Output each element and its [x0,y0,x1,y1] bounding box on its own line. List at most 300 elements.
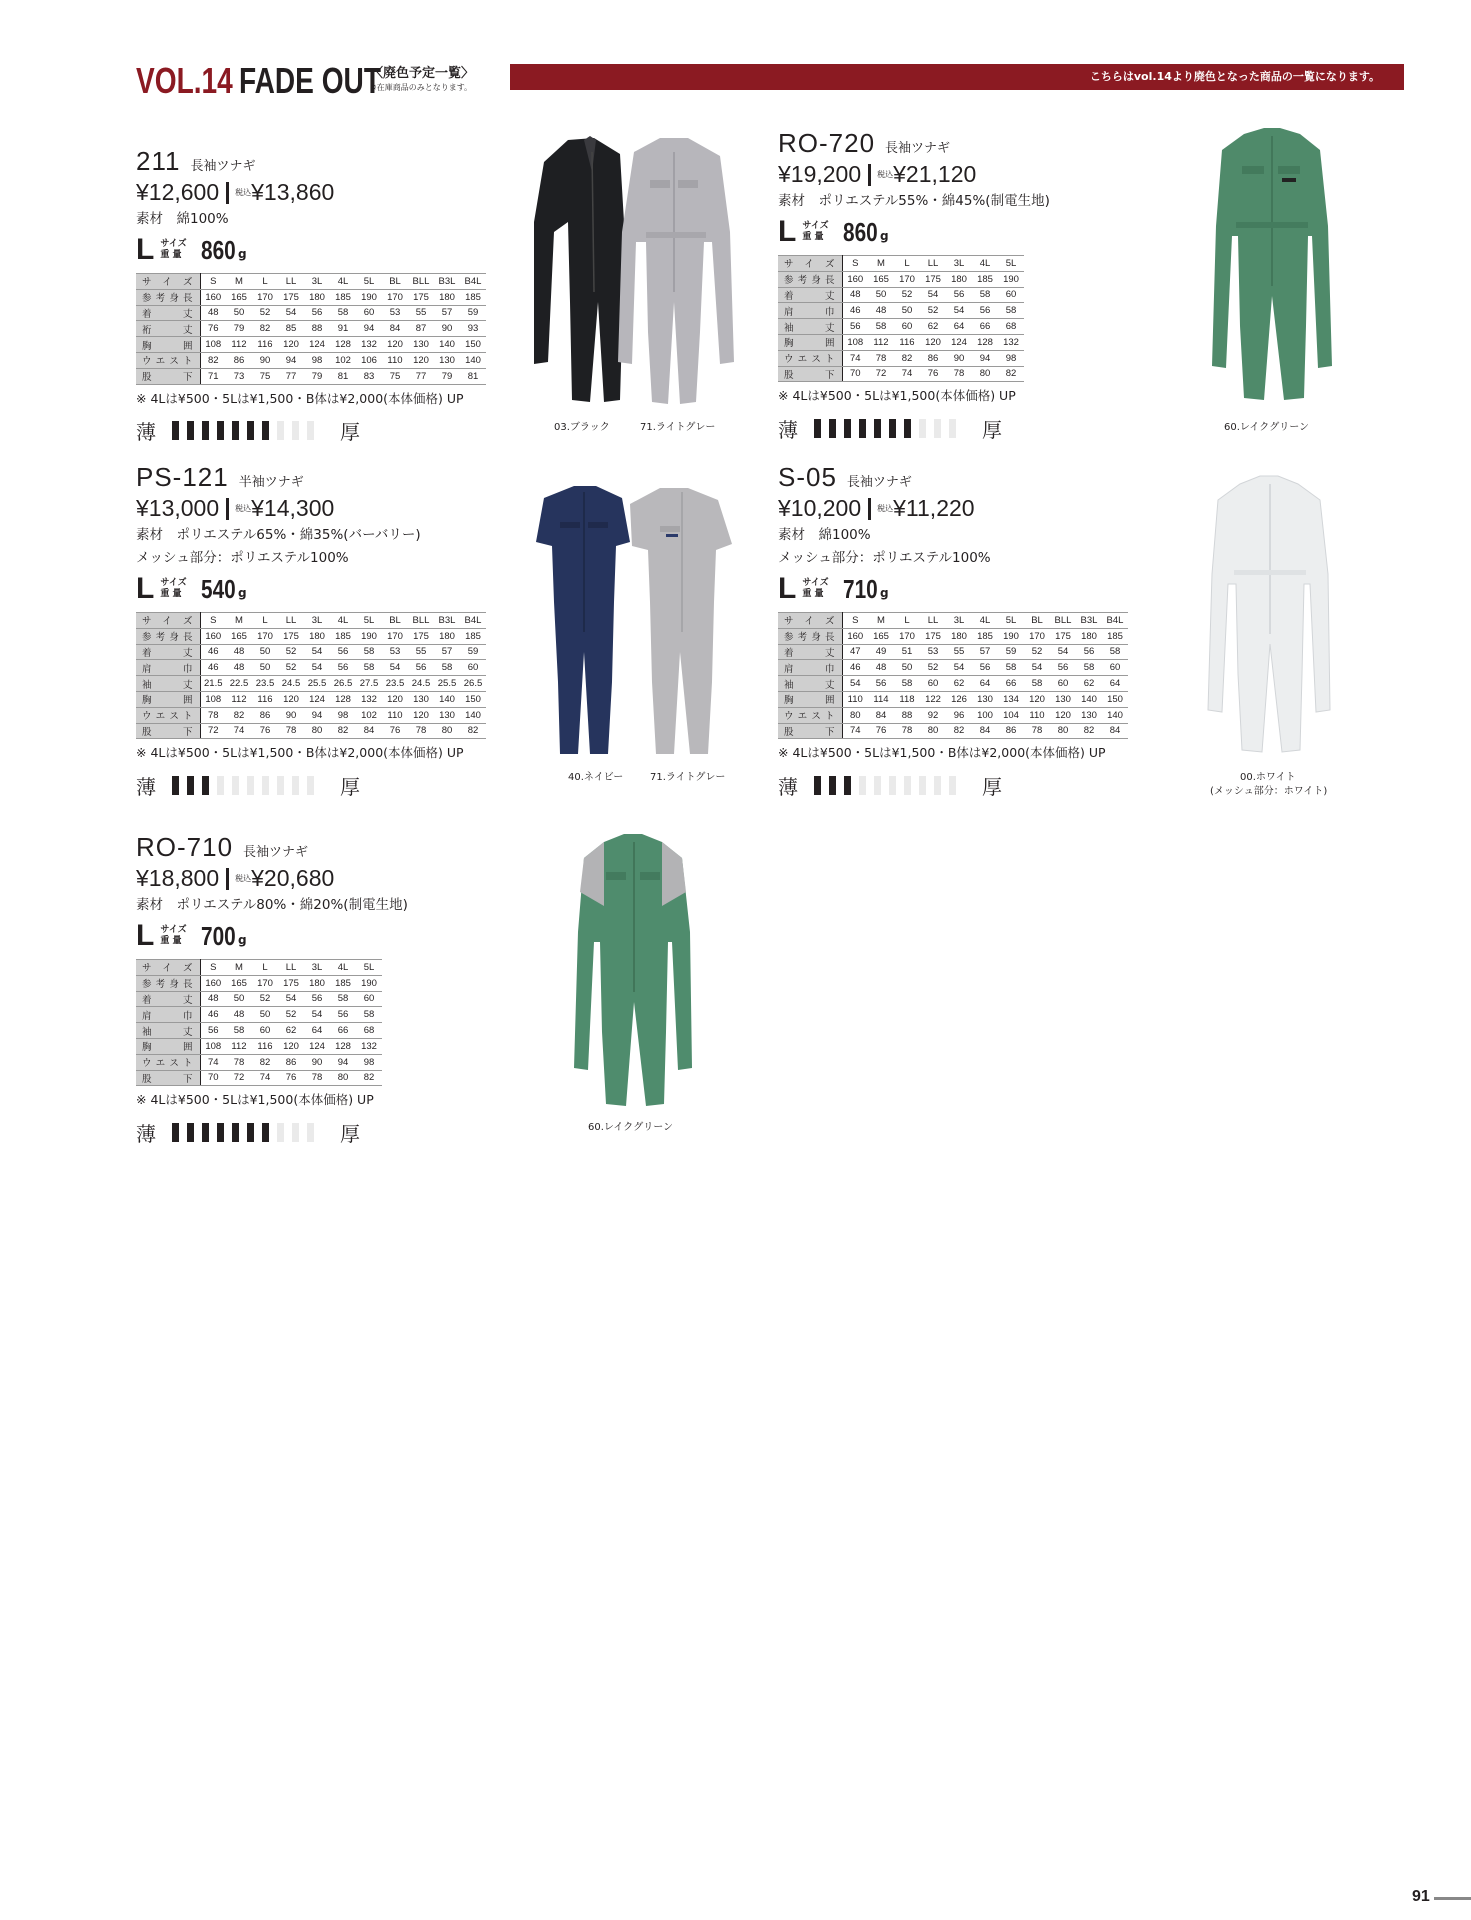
thickness-segment [889,776,896,795]
weight-label: 重 量 [802,232,824,242]
size-chart-cell: 60 [1102,660,1128,676]
stock-note: ※在庫商品のみとなります。 [370,83,473,92]
size-chart-cell: 23.5 [382,676,408,692]
surcharge-note: ※ 4Lは¥500・5Lは¥1,500・B体は¥2,000(本体価格) UP [136,745,464,761]
size-chart-cell: 53 [382,644,408,660]
product-heading [778,128,1050,159]
lakegreen-gray-coverall-icon [574,834,692,1106]
size-chart-cell: LL [278,960,304,976]
size-chart-cell: 48 [226,644,252,660]
thickness-segment [292,1123,299,1142]
thickness-segment [919,776,926,795]
size-chart-cell: 81 [330,368,356,384]
material-text: 素材 ポリエステル65%・綿35%(バーバリー) [136,527,421,543]
size-chart-cell: 76 [382,723,408,739]
size-chart-cell: 64 [1102,676,1128,692]
price-row [778,495,1128,522]
size-chart-cell: 56 [972,303,998,319]
lightgray-coverall-icon [618,138,734,404]
size-chart-cell: 132 [356,1038,382,1054]
size-chart-table [778,255,1024,382]
size-chart-cell: 126 [946,691,972,707]
product-heading [778,462,1128,493]
size-chart-row-label: 着丈 [136,644,200,660]
size-chart-cell: 3L [304,274,330,290]
product-ro-710 [136,832,408,1144]
size-chart-cell: 4L [330,960,356,976]
weight-value: 860 [842,216,878,247]
size-chart-cell: 185 [1102,628,1128,644]
size-chart-row [136,960,382,976]
size-chart-cell: BLL [408,274,434,290]
size-chart-cell: 4L [330,613,356,629]
size-chart-cell: 70 [200,1070,226,1086]
size-chart-cell: 52 [1024,644,1050,660]
size-chart-cell: 185 [330,975,356,991]
size-chart-cell: 185 [330,289,356,305]
thickness-bars [814,419,964,438]
weight-unit: g [238,247,247,261]
size-chart-cell: 90 [278,707,304,723]
size-chart-cell: 185 [972,271,998,287]
size-chart-cell: 60 [356,991,382,1007]
size-chart-cell: 120 [920,334,946,350]
size-chart-cell: 93 [460,321,486,337]
size-chart-cell: 110 [842,691,868,707]
size-chart-cell: 26.5 [330,676,356,692]
size-chart-row-label: 袖丈 [778,676,842,692]
size-chart-cell: B3L [434,274,460,290]
thickness-segment [217,1123,224,1142]
size-chart-row [136,613,486,629]
coverall-photo-ro-720 [1208,126,1334,402]
coverall-photo-s-05 [1206,474,1332,756]
lightgray-coverall-icon [630,488,732,754]
size-chart-cell: 88 [894,707,920,723]
size-chart-cell: 21.5 [200,676,226,692]
size-chart-cell: 53 [920,644,946,660]
size-chart-row-label: サイズ [136,274,200,290]
size-chart-cell: 185 [460,628,486,644]
size-chart-cell: 180 [434,289,460,305]
thickness-bars [172,1123,322,1142]
size-chart-cell: BL [1024,613,1050,629]
size-chart-row [136,660,486,676]
size-chart-cell: 170 [252,975,278,991]
size-chart-table [136,959,382,1086]
size-chart-cell: 72 [226,1070,252,1086]
size-chart-cell: 116 [252,337,278,353]
size-chart-cell: 56 [868,676,894,692]
size-chart-row-label: 着丈 [778,287,842,303]
size-chart-cell: 24.5 [278,676,304,692]
size-chart-cell: 175 [278,628,304,644]
size-chart-cell: 5L [356,613,382,629]
size-chart-row [136,975,382,991]
size-chart-cell: BLL [1050,613,1076,629]
size-chart-row-label: サイズ [136,613,200,629]
mesh-material-text: メッシュ部分：ポリエステル100% [136,550,349,566]
product-heading [136,146,486,177]
size-chart-cell: B3L [1076,613,1102,629]
size-chart-cell: 170 [382,289,408,305]
thickness-segment [262,421,269,440]
price-tax-included: ¥11,220 [893,495,975,521]
size-chart-cell: 94 [304,707,330,723]
weight-unit: g [880,229,889,243]
thickness-segment [904,776,911,795]
color-caption-lightgray: 71.ライトグレー [640,422,716,433]
size-chart-cell: 86 [278,1054,304,1070]
size-chart-row-label: 袖丈 [778,319,842,335]
size-chart-cell: 54 [278,991,304,1007]
size-chart-row [778,628,1128,644]
size-chart-cell: 108 [842,334,868,350]
size-chart-row-label: サイズ [778,613,842,629]
size-chart-cell: 54 [1050,644,1076,660]
navy-coverall-icon [536,486,630,754]
product-ps-121 [136,462,486,797]
thickness-segment [889,419,896,438]
size-chart-cell: 84 [972,723,998,739]
size-chart-row [778,613,1128,629]
thickness-segment [904,419,911,438]
size-chart-cell: 124 [304,337,330,353]
size-chart-row-label: サイズ [778,256,842,272]
price-row [778,161,1050,188]
size-chart-cell: 80 [434,723,460,739]
product-heading [136,462,486,493]
size-chart-row [136,1023,382,1039]
size-chart-row-label: 肩巾 [136,1007,200,1023]
size-chart-cell: 47 [842,644,868,660]
size-chart-cell: 59 [998,644,1024,660]
size-chart-cell: 165 [226,975,252,991]
size-chart-cell: 120 [278,337,304,353]
size-chart-cell: 180 [946,628,972,644]
thickness-segment [247,1123,254,1142]
thin-label: 薄 [136,774,156,799]
thickness-segment [934,419,941,438]
size-chart-cell: 130 [408,337,434,353]
size-chart-cell: 86 [252,707,278,723]
size-chart-cell: L [894,256,920,272]
size-chart-cell: 48 [200,305,226,321]
size-chart-cell: 59 [460,644,486,660]
size-chart-cell: 150 [460,691,486,707]
size-chart-row-label: 股下 [136,723,200,739]
size-chart-cell: 68 [998,319,1024,335]
size-chart-cell: 132 [998,334,1024,350]
size-chart-cell: 180 [434,628,460,644]
size-chart-cell: 100 [972,707,998,723]
thickness-segment [187,776,194,795]
size-chart-cell: 75 [252,368,278,384]
product-type: 半袖ツナギ [238,475,304,490]
size-chart-cell: 80 [972,366,998,382]
size-chart-cell: 76 [278,1070,304,1086]
size-chart-row-label: 着丈 [778,644,842,660]
size-chart-row-label: サイズ [136,960,200,976]
weight-row [136,921,408,951]
price-divider [868,498,871,520]
thickness-segment [172,776,179,795]
thin-label: 薄 [136,1121,156,1146]
price-tax-included: ¥21,120 [893,161,977,187]
size-chart-cell: 60 [920,676,946,692]
size-chart-row [778,707,1128,723]
thickness-segment [934,776,941,795]
size-chart-cell: 82 [226,707,252,723]
size-chart-cell: 5L [998,613,1024,629]
size-chart-cell: 80 [842,707,868,723]
size-chart-cell: 102 [330,352,356,368]
size-chart-cell: 82 [330,723,356,739]
size-chart-cell: 56 [408,660,434,676]
size-chart-cell: 4L [330,274,356,290]
size-chart-cell: 58 [1024,676,1050,692]
size-chart-cell: 52 [278,660,304,676]
size-chart-cell: 46 [842,660,868,676]
size-chart-cell: 50 [894,660,920,676]
thickness-segment [949,776,956,795]
size-chart-cell: 71 [200,368,226,384]
size-chart-cell: 78 [894,723,920,739]
size-chart-cell: 116 [894,334,920,350]
size-chart-cell: 98 [304,352,330,368]
size-chart-cell: 108 [200,337,226,353]
size-chart-cell: 46 [200,660,226,676]
size-chart-cell: 170 [382,628,408,644]
size-chart-cell: 52 [278,1007,304,1023]
size-chart-cell: 90 [434,321,460,337]
size-chart-row-label: 胸囲 [778,334,842,350]
size-chart-cell: 160 [200,289,226,305]
thickness-segment [292,421,299,440]
size-chart-row [778,334,1024,350]
size-chart-cell: 56 [330,1007,356,1023]
size-chart-cell: 175 [408,289,434,305]
size-chart-cell: 94 [356,321,382,337]
size-chart-cell: 165 [868,628,894,644]
size-chart-cell: 160 [842,271,868,287]
product-code: 211 [136,146,181,176]
size-chart-row-label: 股下 [136,368,200,384]
weight-row [778,574,1128,604]
weight-label: 重 量 [160,589,182,599]
size-chart-cell: 56 [972,660,998,676]
price-row [136,495,486,522]
thickness-segment [829,419,836,438]
size-chart-cell: 58 [330,991,356,1007]
size-chart-row-label: 参考身長 [778,628,842,644]
size-chart-cell: B3L [434,613,460,629]
size-chart-cell: 62 [946,676,972,692]
thickness-segment [202,776,209,795]
size-chart-row-label: 股下 [778,723,842,739]
size-chart-cell: 165 [226,289,252,305]
size-chart-row [136,352,486,368]
thickness-segment [814,776,821,795]
size-chart-cell: 91 [330,321,356,337]
size-chart-cell: 58 [998,303,1024,319]
size-chart-cell: LL [278,274,304,290]
size-chart-row [136,1054,382,1070]
size-chart-cell: 120 [382,337,408,353]
page-header [136,58,1404,101]
weight-value: 540 [200,573,236,604]
size-label: サイズ [160,239,187,249]
size-chart-cell: 81 [460,368,486,384]
size-chart-cell: M [868,613,894,629]
size-chart-cell: 60 [460,660,486,676]
size-chart-cell: 54 [920,287,946,303]
thickness-scale [778,773,1128,797]
size-chart-cell: 175 [408,628,434,644]
size-chart-cell: S [200,960,226,976]
weight-label-block [802,221,828,243]
size-chart-row-label: ウエスト [136,707,200,723]
size-chart-cell: 165 [868,271,894,287]
size-chart-cell: 124 [304,1038,330,1054]
size-chart-cell: 77 [408,368,434,384]
size-chart-cell: 80 [304,723,330,739]
size-chart-cell: 3L [946,613,972,629]
size-chart-cell: 24.5 [408,676,434,692]
thickness-segment [172,1123,179,1142]
product-code: S-05 [778,462,837,492]
thickness-segment [307,776,314,795]
product-type: 長袖ツナギ [190,159,256,174]
thin-label: 薄 [778,774,798,799]
size-chart-cell: 60 [1050,676,1076,692]
size-chart-row [136,723,486,739]
thickness-segment [217,421,224,440]
size-chart-cell: 56 [1076,644,1102,660]
size-chart-cell: 80 [330,1070,356,1086]
thickness-segment [247,421,254,440]
price-tax-included: ¥14,300 [251,495,335,521]
size-chart-row-label: 股下 [136,1070,200,1086]
price-divider [226,498,229,520]
thickness-segment [844,419,851,438]
size-chart-row-label: 袖丈 [136,676,200,692]
size-chart-cell: 120 [278,691,304,707]
size-chart-cell: 190 [356,628,382,644]
size-chart-cell: 62 [1076,676,1102,692]
size-chart-cell: 175 [278,289,304,305]
weight-label-block [160,239,186,261]
size-chart-cell: M [226,960,252,976]
size-chart-row-label: 参考身長 [136,289,200,305]
size-chart-cell: 27.5 [356,676,382,692]
thickness-segment [919,419,926,438]
size-chart-cell: 98 [998,350,1024,366]
size-chart-cell: 120 [1024,691,1050,707]
price-divider [226,868,229,890]
thickness-scale [778,416,1050,440]
size-chart-cell: 4L [972,256,998,272]
size-chart-cell: 78 [946,366,972,382]
size-chart-row [778,303,1024,319]
size-chart-cell: BLL [408,613,434,629]
weight-row [778,217,1050,247]
price-tax-included: ¥13,860 [251,179,335,205]
size-chart-cell: 55 [408,305,434,321]
size-chart-row-label: 肩巾 [136,660,200,676]
size-chart-cell: 84 [356,723,382,739]
size-chart-cell: 130 [1076,707,1102,723]
size-chart-cell: 74 [252,1070,278,1086]
size-label: サイズ [802,578,829,588]
size-chart-row [136,707,486,723]
size-chart-cell: 54 [842,676,868,692]
weight-unit: g [238,586,247,600]
thickness-segment [232,776,239,795]
size-chart-row [136,337,486,353]
fade-out-label: FADE OUT [239,60,381,101]
size-chart-cell: 185 [972,628,998,644]
size-chart-cell: 180 [304,975,330,991]
thin-label: 薄 [778,417,798,442]
thickness-segment [187,421,194,440]
size-chart-table [136,273,486,385]
size-chart-row [136,628,486,644]
size-chart-cell: 84 [382,321,408,337]
size-chart-cell: 120 [382,691,408,707]
size-chart-cell: 112 [226,337,252,353]
size-chart-cell: 88 [304,321,330,337]
size-chart-cell: B4L [460,274,486,290]
size-chart-cell: 190 [998,271,1024,287]
thickness-segment [187,1123,194,1142]
size-chart-cell: 64 [304,1023,330,1039]
material-text: 素材 ポリエステル80%・綿20%(制電生地) [136,897,408,913]
size-chart-cell: BL [382,613,408,629]
size-chart-row [136,368,486,384]
size-chart-cell: 48 [200,991,226,1007]
thickness-bars [172,421,322,440]
size-chart-cell: 96 [946,707,972,723]
product-code: RO-720 [778,128,876,158]
size-chart-cell: 56 [1050,660,1076,676]
size-chart-cell: 58 [972,287,998,303]
size-chart-cell: 82 [356,1070,382,1086]
size-chart-cell: 140 [1102,707,1128,723]
size-chart-cell: 58 [434,660,460,676]
size-chart-cell: LL [278,613,304,629]
thick-label: 厚 [340,1121,360,1146]
material-text: 素材 綿100% [778,527,871,543]
thickness-segment [247,776,254,795]
size-chart-cell: 57 [434,305,460,321]
weight-unit: g [238,933,247,947]
size-chart-cell: 80 [920,723,946,739]
size-chart-cell: 50 [252,660,278,676]
size-chart-cell: 50 [252,644,278,660]
size-chart-cell: 116 [252,691,278,707]
size-chart-cell: 52 [894,287,920,303]
thickness-segment [232,421,239,440]
size-chart-cell: 5L [356,960,382,976]
thickness-bars [172,776,322,795]
size-chart-cell: 74 [200,1054,226,1070]
size-chart-row [136,274,486,290]
price-tax-included: ¥20,680 [251,865,335,891]
size-chart-row [136,991,382,1007]
size-chart-cell: 190 [998,628,1024,644]
size-chart-cell: 64 [972,676,998,692]
